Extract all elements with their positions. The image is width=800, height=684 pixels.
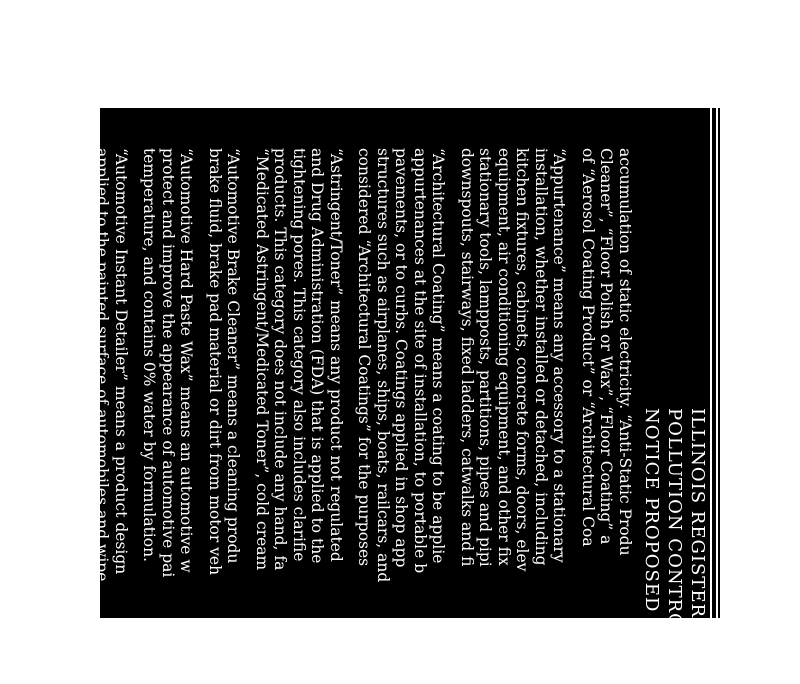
text-line: downspouts, stairways, fixed ladders, catwalks and fi	[458, 148, 476, 567]
definition-paragraph	[9, 148, 65, 618]
scanned-page	[9, 108, 720, 684]
text-line: installation, whether installed or detached, including	[532, 148, 550, 566]
text-line: stationary tools, lampposts, partitions, pipes and pipi	[476, 148, 495, 567]
text-line: structures such as airplanes, ships, boats, railcars, and	[374, 148, 392, 583]
text-line: pavements, or to curbs. Coatings applied in shop app	[392, 148, 411, 568]
text-line: allowed to dry.	[75, 148, 93, 264]
text-line: applied to the painted surface of automobiles and wipe	[93, 148, 112, 582]
text-line: tightening pores. This category also includes clarifie	[290, 148, 308, 562]
text-line: Cleaner”, “Floor Polish or Wax”, “Floor Coating” a	[597, 148, 616, 545]
definition-paragraph	[206, 148, 243, 618]
text-line: “Astringent/Toner” means any product not regulated	[327, 148, 345, 562]
top-rule-double	[710, 108, 712, 618]
definition-paragraph	[253, 148, 346, 618]
definition-paragraph	[579, 148, 635, 618]
text-line: brake fluid, brake pad material or dirt from motor veh	[206, 148, 224, 576]
text-line: considered “Architectural Coatings” for the purposes	[355, 148, 374, 567]
text-line: “Medicated Astringent/Medicated Toner”, cold cream	[253, 148, 271, 571]
text-line: kitchen fixtures, cabinets, concrete forms, doors, elev	[513, 148, 532, 572]
top-rule	[716, 108, 718, 618]
text-line: of “Aerosol Coating Product” or “Architectural Coa	[579, 148, 597, 547]
text-line: remove oxidation, old paint, scratches or swirl marks,	[28, 148, 46, 573]
text-line: “Automotive Rubbing or Polishing Compound” means	[46, 148, 65, 568]
definition-paragraph	[75, 148, 131, 618]
rotated-document	[9, 108, 720, 684]
text-line: surface of motor vehicles without leaving a protective	[9, 148, 28, 573]
text-line: and Drug Administration (FDA) that is applied to the	[308, 148, 327, 564]
text-line: “Automotive Brake Cleaner” means a cleaning produ	[224, 148, 243, 564]
register-header: ILLINOIS REGISTER	[687, 408, 708, 619]
text-line: “Automotive Instant Detailer” means a product design	[112, 148, 130, 575]
definition-paragraph	[458, 148, 569, 618]
board-header: POLLUTION CONTROL B	[664, 408, 685, 663]
text-line: products. This category does not include any hand, fa	[271, 148, 290, 571]
text-line: protect and improve the appearance of automotive pai	[159, 148, 177, 578]
text-line: “Architectural Coating” means a coating to be applie	[429, 148, 448, 564]
text-line: equipment, air conditioning equipment, and other fix	[495, 148, 513, 566]
text-line: “Appurtenance” means any accessory to a stationary	[550, 148, 569, 563]
text-line: appurtenances at the site of installation, to portable b	[411, 148, 429, 574]
definition-paragraph	[140, 148, 196, 618]
text-line: “Automotive Hard Paste Wax” means an automotive w	[177, 148, 196, 573]
notice-header: NOTICE PROPOSED AMEN	[641, 408, 662, 684]
text-line: temperature, and contains 0% water by formulation.	[140, 148, 159, 563]
definition-paragraph	[355, 148, 448, 618]
document-body	[0, 148, 634, 618]
text-line: accumulation of static electricity. “Anti-Static Produ	[616, 148, 634, 556]
